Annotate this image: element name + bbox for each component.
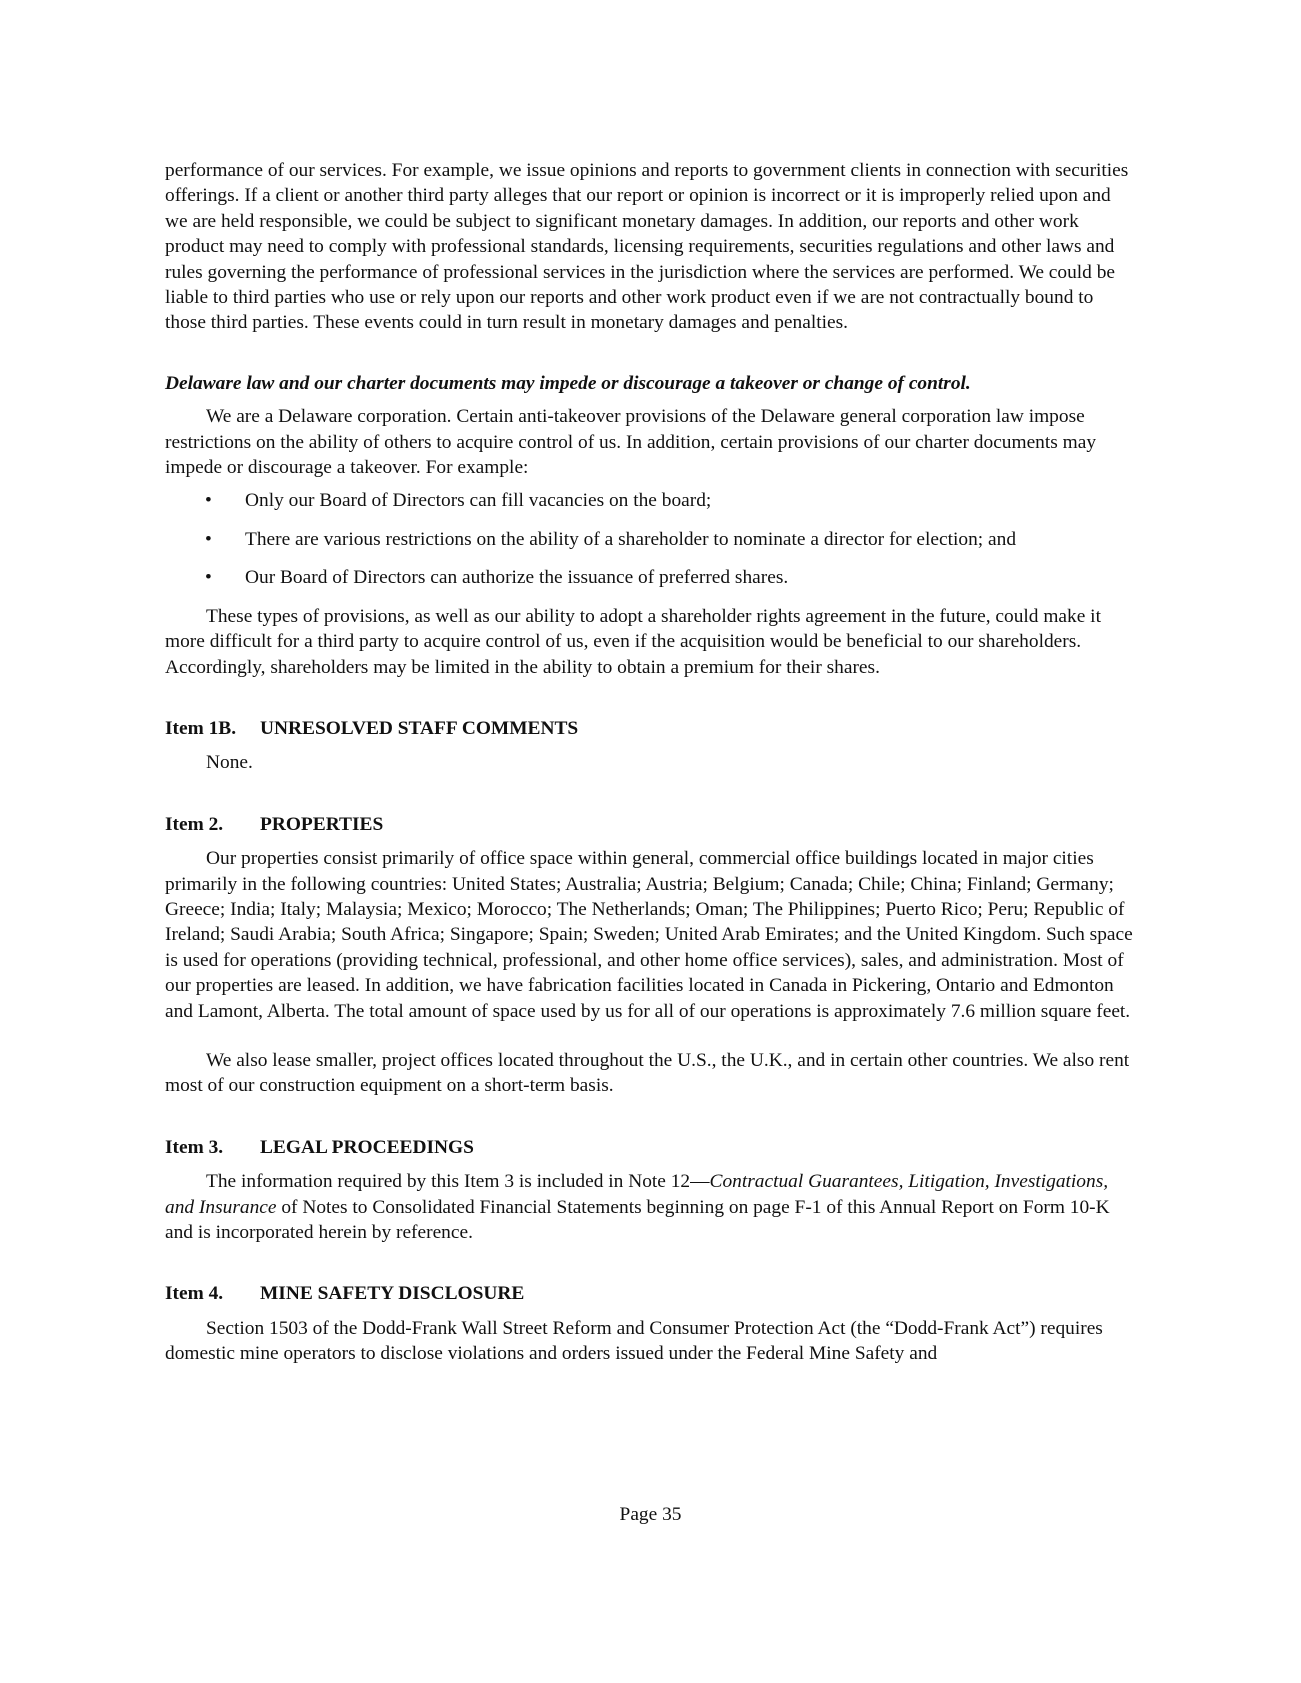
item-3-text-after: of Notes to Consolidated Financial Statements beginning on page F-1 of this Annual Report on Form 10-K and is incorporated herein by reference. (165, 1196, 1110, 1243)
document-body (165, 158, 1137, 1367)
item-title: UNRESOLVED STAFF COMMENTS (260, 717, 579, 739)
item-2-heading (165, 812, 1137, 837)
item-1b-heading (165, 716, 1137, 741)
item-number: Item 4. (165, 1283, 224, 1305)
continuation-paragraph: performance of our services. For example, we issue opinions and reports to government clients in connection with securities offerings. If a client or another third party alleges that our report or opinion is incorrect or it is improperly relied upon and we are held responsible, we could be subject to significant monetary damages. In addition, our reports and other work product may need to comply with professional standards, licensing requirements, securities regulations and other laws and rules governing the performance of professional services in the jurisdiction where the services are performed. We could be liable to third parties who use or rely upon our reports and other work product even if we are not contractually bound to those third parties. These events could in turn result in monetary damages and penalties. (165, 160, 1129, 334)
item-number: Item 2. (165, 813, 224, 835)
item-title: LEGAL PROCEEDINGS (260, 1136, 474, 1158)
page-number: Page 35 (619, 1504, 682, 1525)
list-item (165, 527, 1137, 552)
item-number: Item 1B. (165, 717, 237, 739)
list-item-text: Only our Board of Directors can fill vacancies on the board; (245, 490, 712, 512)
item-3-paragraph (165, 1169, 1137, 1245)
note-reference-title: Contractual Guarantees, Litigation, Investigations, and Insurance (165, 1171, 1109, 1218)
bullet-icon: • (205, 528, 212, 550)
item-2-paragraph-1: Our properties consist primarily of office space within general, commercial office buildings located in major cities primarily in the following countries: United States; Australia; Austria; Belgium; Canada; Chile; China; Finland; Germany; Greece; India; Italy; Malaysia; Mexico; Morocco; The Netherlands; Oman; The Philippines; Puerto Rico; Peru; Republic of Ireland; Saudi Arabia; South Africa; Singapore; Spain; Sweden; United Arab Emirates; and the United Kingdom. Such space is used for operations (providing technical, professional, and other home office services), sales, and administration. Most of our properties are leased. In addition, we have fabrication facilities located in Canada in Pickering, Ontario and Edmonton and Lamont, Alberta. The total amount of space used by us for all of our operations is approximately 7.6 million square feet. (165, 848, 1133, 1022)
list-item (165, 565, 1137, 590)
item-number: Item 3. (165, 1136, 224, 1158)
item-3-text-before: The information required by this Item 3 is included in Note 12— (206, 1171, 710, 1193)
item-3-heading (165, 1135, 1137, 1160)
delaware-intro-paragraph: We are a Delaware corporation. Certain anti-takeover provisions of the Delaware general corporation law impose restrictions on the ability of others to acquire control of us. In addition, certain provisions of our charter documents may impede or discourage a takeover. For example: (165, 406, 1097, 479)
bullet-icon: • (205, 567, 212, 589)
delaware-closing-paragraph: These types of provisions, as well as our ability to adopt a shareholder rights agreement in the future, could make it more difficult for a third party to acquire control of us, even if the acquisition would be beneficial to our shareholders. Accordingly, shareholders may be limited in the ability to obtain a premium for their shares. (165, 605, 1101, 678)
item-1b-body: None. (206, 752, 253, 774)
item-4-heading (165, 1281, 1137, 1306)
item-2-paragraph-2: We also lease smaller, project offices located throughout the U.S., the U.K., and in certain other countries. We also rent most of our construction equipment on a short-term basis. (165, 1049, 1130, 1097)
item-title: PROPERTIES (260, 813, 384, 835)
list-item-text: Our Board of Directors can authorize the issuance of preferred shares. (245, 567, 789, 589)
risk-factor-heading: Delaware law and our charter documents may impede or discourage a takeover or change of control. (165, 372, 971, 394)
list-item (165, 488, 1137, 513)
list-item-text: There are various restrictions on the ability of a shareholder to nominate a director for election; and (245, 528, 1017, 550)
item-title: MINE SAFETY DISCLOSURE (260, 1283, 525, 1305)
provisions-list (165, 488, 1137, 590)
bullet-icon: • (205, 490, 212, 512)
item-4-paragraph: Section 1503 of the Dodd-Frank Wall Street Reform and Consumer Protection Act (the “Dodd-Frank Act”) requires domestic mine operators to disclose violations and orders issued under the Federal Mine Safety and (165, 1317, 1103, 1365)
